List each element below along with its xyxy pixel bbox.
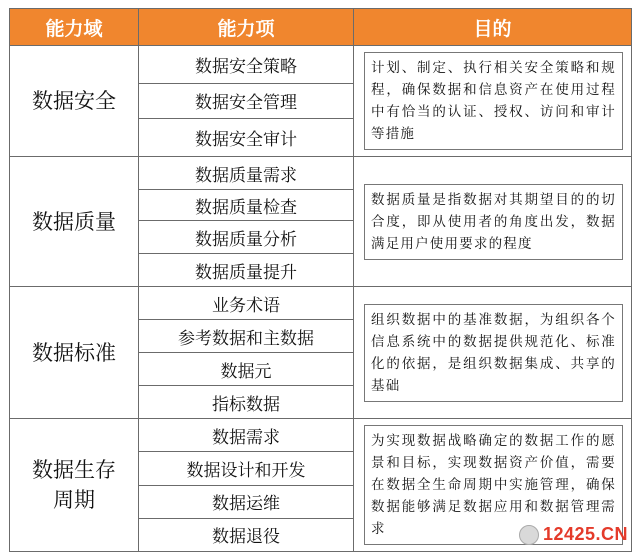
table-row — [10, 419, 632, 452]
watermark — [519, 524, 628, 545]
capability-item: 数据运维 — [139, 485, 354, 518]
domain-data-quality: 数据质量 — [10, 157, 139, 287]
capability-item: 数据设计和开发 — [139, 452, 354, 485]
capability-item: 数据质量需求 — [139, 157, 354, 190]
purpose-cell — [354, 46, 632, 157]
domain-data-security: 数据安全 — [10, 46, 139, 157]
capability-item: 数据安全管理 — [139, 84, 354, 119]
capability-item: 数据质量检查 — [139, 190, 354, 221]
purpose-text: 组织数据中的基准数据，为组织各个信息系统中的数据提供规范化、标准化的依据，是组织数据集成、共享的基础 — [364, 304, 623, 402]
capability-item: 数据质量提升 — [139, 254, 354, 287]
capability-item: 数据安全审计 — [139, 118, 354, 156]
capability-item: 数据退役 — [139, 518, 354, 551]
capability-item: 指标数据 — [139, 386, 354, 419]
wechat-logo-icon — [519, 525, 539, 545]
capability-item: 数据元 — [139, 353, 354, 386]
capability-item: 参考数据和主数据 — [139, 320, 354, 353]
header-row — [10, 9, 632, 46]
purpose-cell — [354, 287, 632, 419]
header-capability-domain: 能力域 — [10, 9, 139, 46]
purpose-text: 计划、制定、执行相关安全策略和规程，确保数据和信息资产在使用过程中有恰当的认证、授权、访问和审计等措施 — [364, 52, 623, 150]
purpose-cell — [354, 157, 632, 287]
domain-data-standard: 数据标准 — [10, 287, 139, 419]
domain-data-lifecycle: 数据生存 周期 — [10, 419, 139, 552]
watermark-text: 12425.CN — [542, 524, 628, 544]
purpose-text: 数据质量是指数据对其期望目的的切合度，即从使用者的角度出发，数据满足用户使用要求的程度 — [364, 184, 623, 260]
capability-item: 数据质量分析 — [139, 221, 354, 254]
capability-table — [9, 8, 632, 552]
header-capability-item: 能力项 — [139, 9, 354, 46]
capability-item: 数据安全策略 — [139, 46, 354, 84]
purpose-text: 为实现数据战略确定的数据工作的愿景和目标，实现数据资产价值，需要在数据全生命周期中实施管理，确保数据能够满足数据应用和数据管理需求 — [364, 425, 623, 545]
capability-item: 数据需求 — [139, 419, 354, 452]
table-row — [10, 287, 632, 320]
header-purpose: 目的 — [354, 9, 632, 46]
table-row — [10, 46, 632, 84]
table-row — [10, 157, 632, 190]
capability-item: 业务术语 — [139, 287, 354, 320]
